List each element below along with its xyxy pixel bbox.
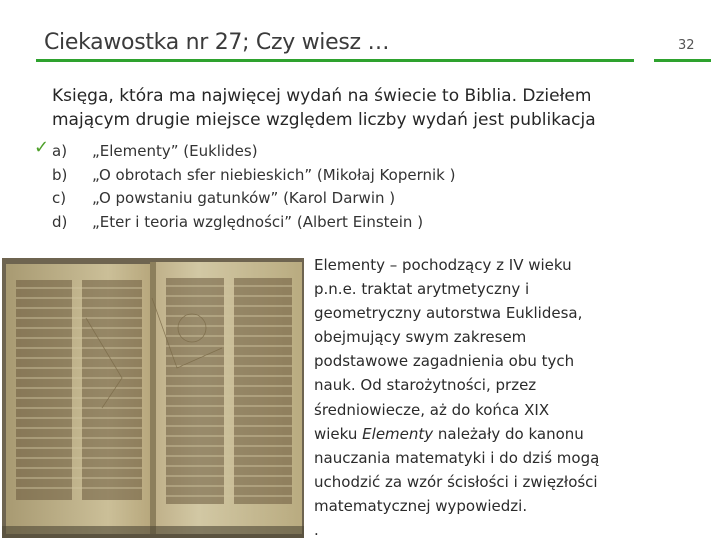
option-d: [52, 211, 455, 235]
slide-title: Ciekawostka nr 27; Czy wiesz …: [44, 30, 390, 55]
elements-description: [314, 253, 654, 542]
option-letter: d): [52, 212, 68, 231]
option-letter: a): [52, 142, 68, 160]
title-underline: [36, 59, 634, 62]
option-text: „Elementy” (Euklides): [92, 142, 258, 160]
page-number-underline: [654, 59, 711, 62]
option-letter: c): [52, 189, 67, 207]
option-text: „O powstaniu gatunków” (Karol Darwin ): [92, 189, 396, 207]
option-text: „O obrotach sfer niebieskich” (Mikołaj Kopernik ): [92, 165, 456, 184]
manuscript-photo: [2, 258, 304, 538]
option-text: „Eter i teoria względności” (Albert Einstein ): [92, 212, 424, 231]
question-text: Księga, która ma najwięcej wydań na świecie to Biblia. Dziełem mającym drugie miejsce względem liczby wydań jest publikacja: [52, 86, 596, 130]
option-letter: b): [52, 165, 68, 184]
description-emphasis: Elementy: [362, 424, 434, 443]
page-number: 32: [678, 38, 695, 53]
description-text-start: Elementy – pochodzący z IV wieku p.n.e. traktat arytmetyczny i geometryczny autorstwa Euklidesa, obejmujący swym zakresem podstawowe zagadnienia obu tych nauk. Od starożytności, przez średniowiecze, aż do końca XIX wieku: [314, 256, 583, 443]
option-c: [52, 187, 455, 211]
option-a: [52, 140, 455, 164]
description-text-end: należały do kanonu nauczania matematyki i do dziś mogą uchodzić za wzór ścisłości i zwięzłości matematycznej wypowiedzi. .: [314, 424, 600, 540]
option-b: [52, 164, 455, 188]
answer-options: [52, 140, 455, 234]
check-icon: ✓: [34, 137, 50, 158]
